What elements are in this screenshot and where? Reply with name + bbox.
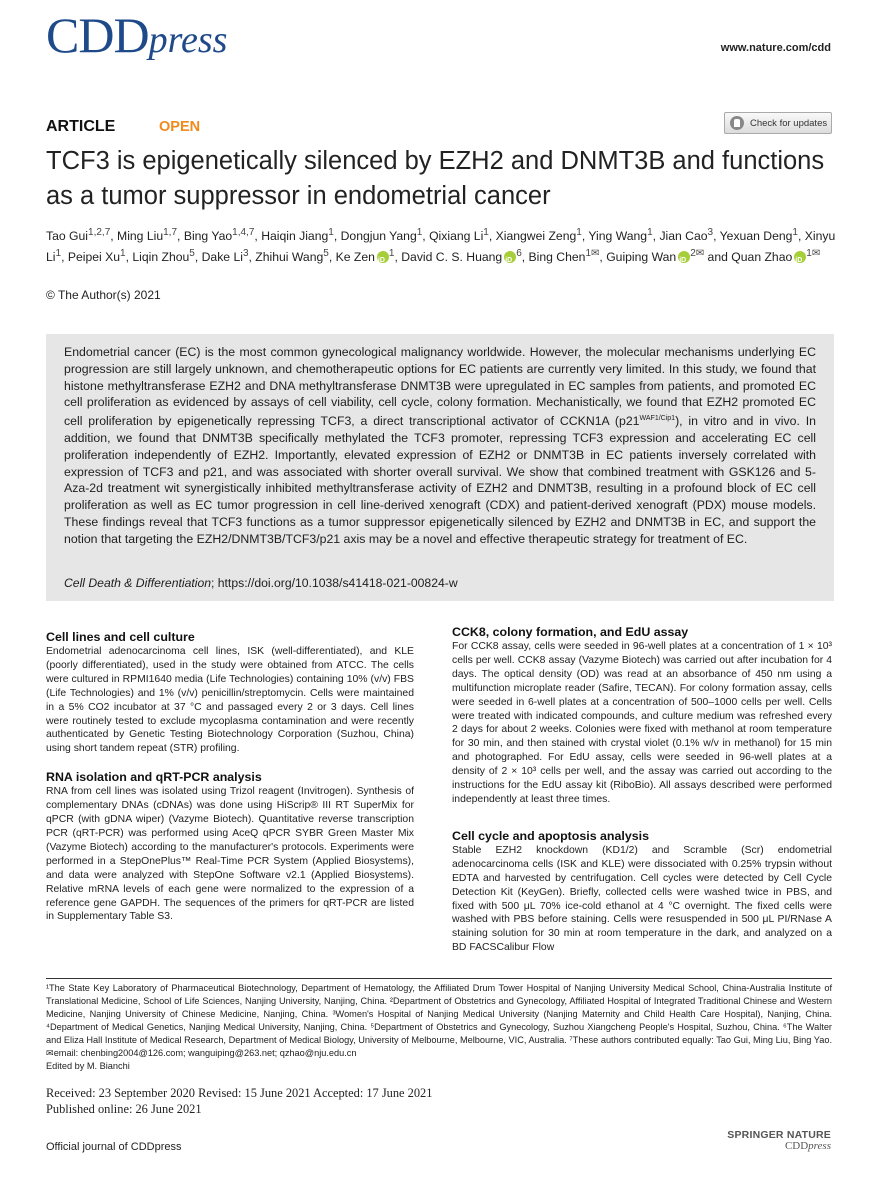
- author-connector: and: [707, 250, 728, 265]
- section-heading: CCK8, colony formation, and EdU assay: [452, 625, 689, 639]
- author-affiliation-sup: 1✉: [585, 248, 600, 260]
- section: [452, 829, 832, 955]
- author-affiliation-sup: 1: [388, 248, 395, 260]
- abstract-part-2: ), in vitro and in vivo. In addition, we found that DNMT3B specifically methylated the TCF3 promoter, repressing TCF3 expression and accelerating EC cell proliferation independently of EZH2. Importantly, elevated expression of EZH2 or DNMT3B in EC patients inversely correlated with expression of TCF3 and p21, and was associated with shorter overall survival. We show that combined treatment with GSK126 and 5-Aza-2d treatment wit synergistically inhibited methyltransferase activity of EZH2 and DNMT3B, resulting in a profound block of EC cell proliferation as well as EC tumor progression in cell line-derived xenograft (CDX) and patient-derived xenograft (PDX) mouse models. These findings reveal that TCF3 functions as a tumor suppressor epigenetically silenced by EZH2 and DNMT3B in EC, and support the notion that targeting the EZH2/DNMT3B/TCF3/p21 axis may be a novel and effective therapeutic strategy for treatment of EC.: [64, 414, 816, 546]
- section-body: RNA from cell lines was isolated using Trizol reagent (Invitrogen). Synthesis of complementary DNAs (cDNAs) was done using HiScrip® III RT SuperMix for qPCR (with gDNA wiper) (Vazyme Biotech). Quantitative reverse transcription PCR (qRT-PCR) was performed using AceQ qPCR SYBR Green Master Mix (Vazyme Biotech) according to the manufacturer's protocols. Experiments were performed in a StepOnePlus™ Real-Time PCR System (Applied Biosystems), and data were analyzed with StepOne Software v2.1 (Applied Biosystems). Relative mRNA levels of each gene were normalized to the expression of a reference gene GAPDH. The sequences of the primers for qRT-PCR are listed in Supplementary Table S3.: [46, 786, 414, 923]
- author-name[interactable]: Bing Chen: [528, 250, 586, 265]
- section-heading: Cell cycle and apoptosis analysis: [452, 828, 649, 843]
- author-affiliation-sup: 1: [55, 248, 62, 260]
- section-body: Endometrial adenocarcinoma cell lines, ISK (well-differentiated), and KLE (poorly differentiated), used in the study were obtained from ATCC. The cells were cultured in RPMI1640 media (Life Technologies) containing 10% (v/v) FBS (Life Technologies) and 1% (v/v) penicillin/streptomycin. Cells were maintained in a 5% CO2 incubator at 37 °C and passaged every 2 or 3 days. Cell lines were routinely tested to exclude mycoplasma contamination and were recently authenticated by Genetic Testing Biotechnology Corporation (Suzhou, China) using short tandem repeat (STR) profiling.: [46, 646, 414, 755]
- logo-cdd: CDD: [46, 7, 149, 63]
- abstract-text: [64, 344, 816, 548]
- logo-press: press: [148, 19, 228, 61]
- author-name[interactable]: Jian Cao: [659, 229, 708, 244]
- author-affiliation-sup: 5: [189, 248, 195, 260]
- author-name[interactable]: Yexuan Deng: [719, 229, 793, 244]
- citation-doi[interactable]: ; https://doi.org/10.1038/s41418-021-00824-w: [211, 576, 458, 590]
- right-column: [452, 625, 832, 955]
- abstract-box: [46, 334, 834, 601]
- footnote-rule: [46, 978, 832, 979]
- section-heading: Cell lines and cell culture: [46, 630, 195, 644]
- author-affiliation-sup: 3: [707, 227, 714, 238]
- orcid-icon[interactable]: [504, 251, 516, 263]
- author-affiliation-sup: 1: [647, 227, 653, 238]
- author-affiliation-sup: 1: [328, 227, 334, 238]
- author-name[interactable]: Xiangwei Zeng: [495, 229, 577, 244]
- author-name[interactable]: Qixiang Li: [429, 229, 484, 244]
- publisher-sub-main: CDD: [784, 1139, 809, 1152]
- author-name[interactable]: Ying Wang: [588, 229, 648, 244]
- author-name[interactable]: Peipei Xu: [67, 250, 121, 265]
- author-affiliation-sup: 2✉: [690, 248, 705, 260]
- author-affiliation-sup: 1,7: [163, 227, 178, 238]
- article-type: ARTICLE: [46, 118, 116, 135]
- orcid-icon[interactable]: [377, 251, 389, 263]
- author-affiliation-sup: 1,4,7: [232, 227, 255, 238]
- abstract-part-1: Endometrial cancer (EC) is the most common gynecological malignancy worldwide. However, the molecular mechanisms underlying EC progression are still largely unknown, and chemotherapeutic options for EC patients are currently very limited. In this study, we found that histone methyltransferase EZH2 and DNA methyltransferase DNMT3B were upregulated in EC samples from patients, and promoted EC cell proliferation as evidenced by assays of cell viability, cell cycle, colony formation. Mechanistically, we found that EZH2 promoted EC cell proliferation by epigenetically repressing TCF3, a direct transcriptional activator of CCKN1A (p21: [64, 345, 816, 429]
- author-name[interactable]: Guiping Wan: [606, 250, 677, 265]
- author-name[interactable]: Bing Yao: [183, 229, 233, 244]
- footer-journal: Official journal of CDDpress: [46, 1141, 182, 1153]
- author-name[interactable]: David C. S. Huang: [401, 250, 503, 265]
- author-affiliation-sup: 1: [792, 227, 798, 238]
- author-name[interactable]: Tao Gui: [46, 229, 89, 244]
- bookmark-icon: [730, 116, 744, 130]
- author-name[interactable]: Quan Zhao: [731, 250, 793, 265]
- copyright: © The Author(s) 2021: [46, 288, 161, 302]
- left-column: [46, 630, 414, 924]
- author-affiliation-sup: 6: [516, 248, 522, 260]
- publisher-sub: [727, 1141, 831, 1152]
- publisher-logo: [727, 1130, 831, 1152]
- journal-logo: [46, 7, 228, 63]
- author-affiliation-sup: 1✉: [806, 248, 821, 260]
- edited-by: Edited by M. Bianchi: [46, 1061, 130, 1071]
- orcid-icon[interactable]: [678, 251, 690, 263]
- author-name[interactable]: Xinyu Li: [46, 229, 836, 265]
- affiliation-text: ¹The State Key Laboratory of Pharmaceutical Biotechnology, Department of Hematology, the Affiliated Drum Tower Hospital of Nanjing University Medical School, China-Australia Institute of Translational Medicine, School of Life Sciences, Nanjing University, Nanjing, China. ²Department of Obstetrics and Gynecology, Affiliated Hospital of Integrated Traditional Chinese and Western Medicine, Nanjing University of Chinese Medicine, Nanjing, China. ³Women's Hospital of Nanjing Medical University (Nanjing Maternity and Child Health Care Hospital), Nanjing, China. ⁴Department of Medical Genetics, Nanjing Medical University, Nanjing, China. ⁵Department of Obstetrics and Gynecology, Suzhou Xiangcheng People's Hospital, Suzhou, China. ⁶The Walter and Eliza Hall Institute of Medical Research, Department of Medical Biology, University of Melbourne, Melbourne, VIC, Australia. ⁷These authors contributed equally: Tao Gui, Ming Liu, Bing Yao. ✉email: chenbing2004@126.com; wanguiping@263.net; qzhao@nju.edu.cn: [46, 983, 832, 1058]
- orcid-icon[interactable]: [794, 251, 806, 263]
- received-dates: Received: 23 September 2020 Revised: 15 June 2021 Accepted: 17 June 2021: [46, 1086, 433, 1100]
- section-body: For CCK8 assay, cells were seeded in 96-well plates at a concentration of 1 × 10³ cells per well. CCK8 assay (Vazyme Biotech) was carried out after incubation for 4 days. The optical density (OD) was read at an absorbance of 450 nm using a multifunction microplate reader (Safire, TECAN). For colony formation assay, cells were seeded in 6-well plates at a concentration of 500–1000 cells per well. Cells were treated with indicated compounds, and culture medium was refreshed every 2 days for about 2 weeks. Colonies were fixed with methanol at room temperature for 30 min, and then stained with crystal violet (0.1% w/v in methanol) for 15 min and photographed. For EdU assay, cells were seeded in 96-well plates at a density of 2 × 10³ cells per well, and the assay was carried out according to the instructions for the EdU assay kit (RiboBio). All assays described were performed independently at least three times.: [452, 641, 832, 805]
- author-affiliation-sup: 1,2,7: [88, 227, 111, 238]
- abstract-sup: WAF1/Cip1: [639, 415, 676, 423]
- author-list: Tao Gui$^{1,2,7}$, Ming Liu$^{1,7}$, Bing Yao$^{1,4,7}$, Haiqin Jiang$^1$, Dongjun Yang$^1$, Qixiang Li$^1$, Xiangwei Zeng$^1$, Ying Wang$^1$, Jian Cao$^3$, Yexuan Deng$^1$, Xinyu Li$^1$, Peipei Xu$^1$, Liqin Zhou$^5$, Dake Li$^3$, Zhihui Wang$^5$, Ke ZeniD $^1$, David C. S. HuangiD $^6$, Bing Chen$^{1✉}$, Guiping WaniD $^{2✉}$ and Quan ZhaoiD $^{1✉}$: [46, 224, 836, 266]
- author-name[interactable]: Haiqin Jiang: [261, 229, 329, 244]
- author-affiliation-sup: 1: [483, 227, 489, 238]
- published-date: Published online: 26 June 2021: [46, 1102, 202, 1116]
- section: [46, 630, 414, 756]
- open-access-label: OPEN: [159, 119, 201, 135]
- check-for-updates-button[interactable]: [724, 112, 832, 134]
- author-affiliation-sup: 1: [576, 227, 582, 238]
- publisher-sub-italic: press: [808, 1139, 831, 1152]
- author-name[interactable]: Ke Zen: [335, 250, 375, 265]
- affiliations: [46, 982, 832, 1073]
- author-name[interactable]: Liqin Zhou: [132, 250, 190, 265]
- publisher-name: SPRINGER NATURE: [727, 1129, 831, 1141]
- author-name[interactable]: Dake Li: [201, 250, 243, 265]
- author-affiliation-sup: 1: [120, 248, 126, 260]
- author-affiliation-sup: 5: [323, 248, 329, 260]
- publication-dates: [46, 1085, 432, 1117]
- author-name[interactable]: Dongjun Yang: [340, 229, 417, 244]
- article-title: TCF3 is epigenetically silenced by EZH2 and DNMT3B and functions as a tumor suppressor in endometrial cancer: [46, 147, 825, 210]
- citation-line: [64, 576, 458, 590]
- check-updates-label: Check for updates: [750, 117, 828, 129]
- citation-journal: Cell Death & Differentiation: [64, 576, 211, 590]
- author-name[interactable]: Ming Liu: [117, 229, 164, 244]
- section-body: Stable EZH2 knockdown (KD1/2) and Scramble (Scr) endometrial adenocarcinoma cells (ISK and KLE) were dissociated with 0.25% trypsin without EDTA and harvested by centrifugation. Cell cycles were detected by Cell Cycle Detection Kit (KeyGen). Briefly, collected cells were washed twice in PBS, and fixed with 500 μL 70% ice-cold ethanol at 4 °C overnight. The fixed cells were washed with PBS before staining. Cells were resuspended in 500 μL PI/RNase A staining solution for 30 min at room temperature in the dark, and analyzed on a BD FACSCalibur Flow: [452, 844, 832, 954]
- journal-url[interactable]: www.nature.com/cdd: [720, 42, 831, 54]
- section: [46, 770, 414, 924]
- section-heading: RNA isolation and qRT-PCR analysis: [46, 770, 262, 785]
- author-affiliation-sup: 3: [242, 248, 249, 260]
- section: [452, 625, 832, 807]
- author-affiliation-sup: 1: [416, 227, 423, 238]
- author-name[interactable]: Zhihui Wang: [255, 250, 324, 265]
